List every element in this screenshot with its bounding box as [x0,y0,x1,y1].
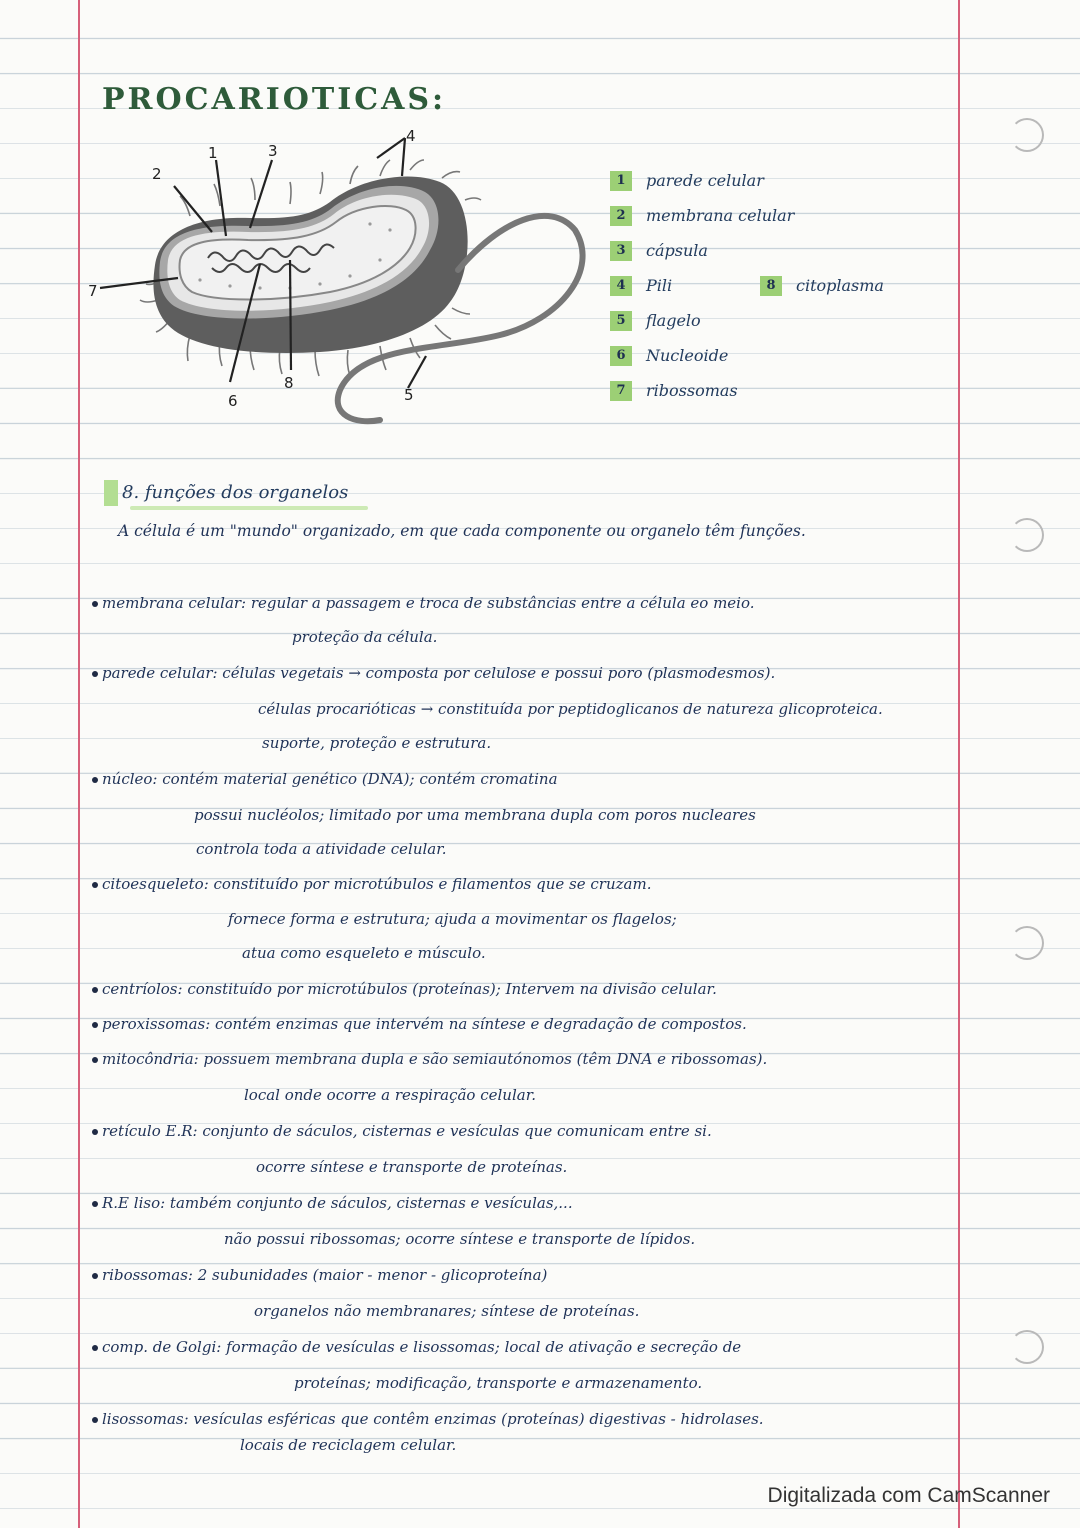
note-citoesqueleto: citoesqueleto: constituído por microtúbulos e filamentos que se cruzam. [92,875,651,893]
callout-4: 4 [406,127,416,145]
note-peroxissomas: peroxissomas: contém enzimas que intervém na síntese e degradação de compostos. [92,1015,747,1033]
legend-number-badge: 5 [610,311,632,331]
note-line: locais de reciclagem celular. [240,1436,457,1454]
section-heading: 8. funções dos organelos [104,480,348,506]
note-reticulo: retículo E.R: conjunto de sáculos, cisternas e vesículas que comunicam entre si. [92,1122,712,1140]
callout-7: 7 [88,282,98,300]
bullet-icon [92,1022,98,1028]
legend-item-nucleoide: 6 Nucleoide [610,345,728,371]
bullet-icon [92,1129,98,1135]
highlight-mark [104,480,118,506]
note-ribossomas: ribossomas: 2 subunidades (maior - menor - glicoproteína) [92,1266,547,1284]
note-centriolos: centríolos: constituído por microtúbulos (proteínas); Intervem na divisão celular. [92,980,717,998]
legend-item-pili: 4 Pili [610,275,672,301]
note-line: local onde ocorre a respiração celular. [244,1086,537,1104]
callout-2: 2 [152,165,162,183]
bullet-icon [92,987,98,993]
note-nucleo: núcleo: contém material genético (DNA); contém cromatina [92,770,558,788]
bullet-icon [92,1201,98,1207]
note-line: proteínas; modificação, transporte e armazenamento. [294,1374,703,1392]
note-lisossomas: lisossomas: vesículas esféricas que contêm enzimas (proteínas) digestivas - hidrolases. [92,1410,764,1428]
note-re-liso: R.E liso: também conjunto de sáculos, cisternas e vesículas,... [92,1194,573,1212]
bullet-icon [92,1417,98,1423]
bullet-icon [92,777,98,783]
right-margin-line [958,0,960,1528]
note-line: suporte, proteção e estrutura. [262,734,492,752]
note-line: não possui ribossomas; ocorre síntese e transporte de lípidos. [224,1230,696,1248]
note-line: controla toda a atividade celular. [196,840,447,858]
page-title: PROCARIOTICAS: [102,82,447,117]
note-mitocondria: mitocôndria: possuem membrana dupla e são semiautónomos (têm DNA e ribossomas). [92,1050,767,1068]
legend-number-badge: 1 [610,171,632,191]
binder-ring-icon [1010,118,1044,152]
note-line: atua como esqueleto e músculo. [242,944,486,962]
legend-item-flagelo: 5 flagelo [610,310,701,336]
legend-item-citoplasma: 8 citoplasma [760,275,884,301]
legend-number-badge: 8 [760,276,782,296]
legend-number-badge: 4 [610,276,632,296]
legend-number-badge: 3 [610,241,632,261]
note-line: ocorre síntese e transporte de proteínas. [256,1158,568,1176]
note-line: possui nucléolos; limitado por uma membrana dupla com poros nucleares [194,806,756,824]
note-golgi: comp. de Golgi: formação de vesículas e lisossomas; local de ativação e secreção de [92,1338,741,1356]
diagram-legend [610,170,940,410]
callout-8: 8 [284,374,294,392]
legend-number-badge: 6 [610,346,632,366]
note-line: proteção da célula. [292,628,438,646]
intro-text: A célula é um "mundo" organizado, em que cada componente ou organelo têm funções. [118,522,806,540]
bullet-icon [92,671,98,677]
callout-6: 6 [228,392,238,410]
heading-underline [130,506,368,510]
legend-number-badge: 7 [610,381,632,401]
binder-ring-icon [1010,1330,1044,1364]
note-line: organelos não membranares; síntese de proteínas. [254,1302,640,1320]
bullet-icon [92,1345,98,1351]
legend-item-membrana-celular: 2 membrana celular [610,205,794,231]
legend-item-parede-celular: 1 parede celular [610,170,764,196]
bullet-icon [92,1273,98,1279]
note-line: células procarióticas → constituída por peptidoglicanos de natureza glicoproteica. [258,700,883,718]
legend-item-capsula: 3 cápsula [610,240,708,266]
note-membrana-celular: membrana celular: regular a passagem e troca de substâncias entre a célula eo meio. [92,594,755,612]
binder-ring-icon [1010,926,1044,960]
callout-5: 5 [404,386,414,404]
binder-ring-icon [1010,518,1044,552]
callout-1: 1 [208,144,218,162]
legend-item-ribossomas: 7 ribossomas [610,380,738,406]
note-line: fornece forma e estrutura; ajuda a movimentar os flagelos; [228,910,677,928]
bullet-icon [92,601,98,607]
note-parede-celular: parede celular: células vegetais → composta por celulose e possui poro (plasmodesmos). [92,664,775,682]
callout-3: 3 [268,142,278,160]
bullet-icon [92,1057,98,1063]
scanner-watermark: Digitalizada com CamScanner [767,1484,1050,1507]
bullet-icon [92,882,98,888]
legend-number-badge: 2 [610,206,632,226]
